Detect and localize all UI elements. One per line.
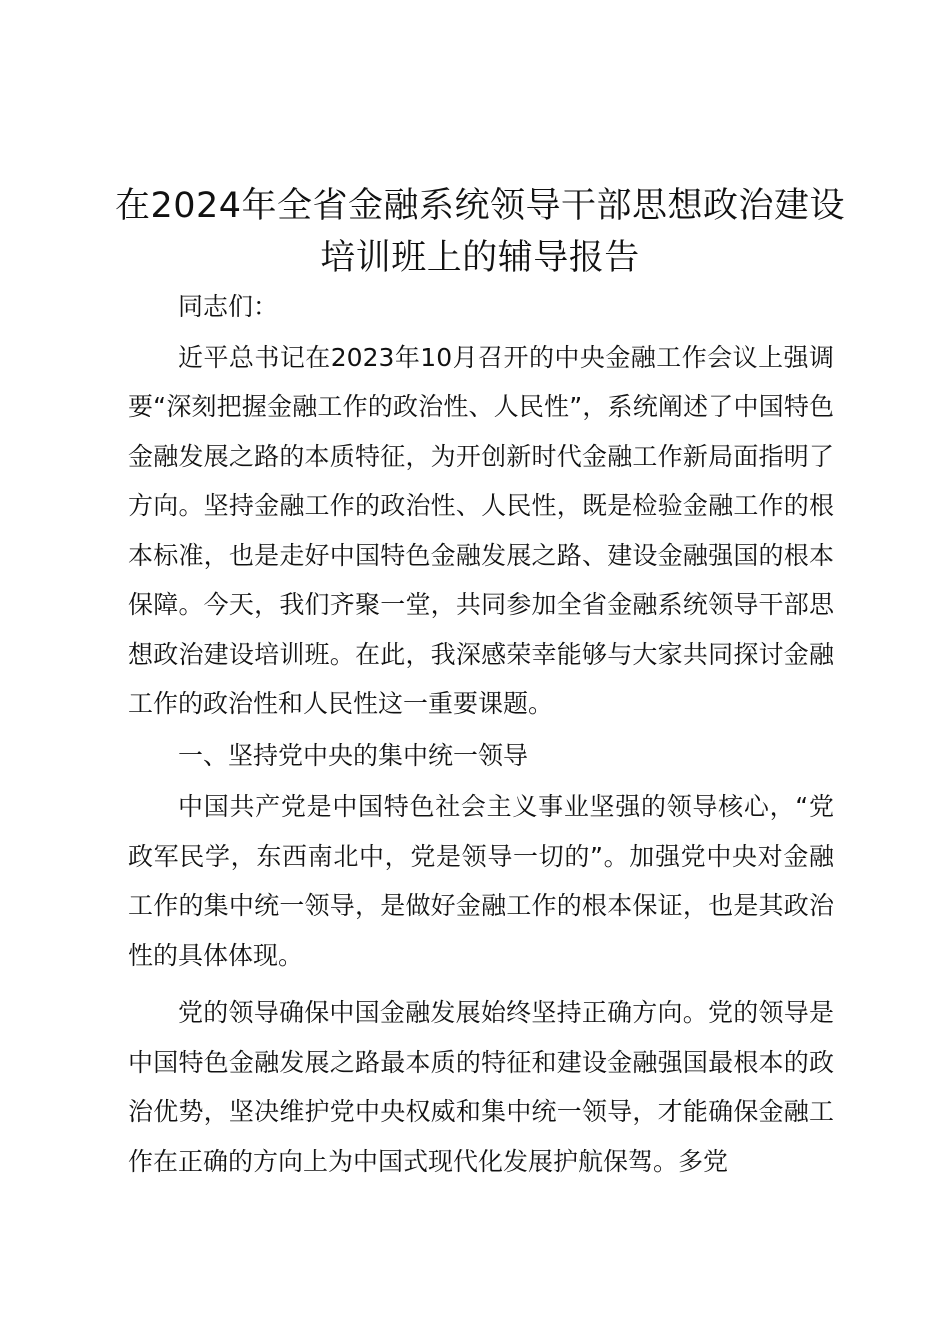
paragraph-correct-direction: 党的领导确保中国金融发展始终坚持正确方向。党的领导是中国特色金融发展之路最本质的特征和建设金融强国最根本的政治优势，坚决维护党中央权威和集中统一领导，才能确保金融工作在正确的方向上为中国式现代化发展护航保驾。多党 bbox=[128, 998, 834, 1176]
document-body bbox=[128, 282, 834, 1186]
paragraph-party-leadership: 中国共产党是中国特色社会主义事业坚强的领导核心，“党政军民学，东西南北中，党是领导一切的”。加强党中央对金融工作的集中统一领导，是做好金融工作的根本保证，也是其政治性的具体体现。 bbox=[128, 792, 834, 970]
greeting: 同志们： bbox=[178, 292, 279, 321]
section-heading-1: 一、坚持党中央的集中统一领导 bbox=[178, 740, 529, 770]
paragraph-intro: 近平总书记在2023年10月召开的中央金融工作会议上强调要“深刻把握金融工作的政治性、人民性”，系统阐述了中国特色金融发展之路的本质特征，为开创新时代金融工作新局面指明了方向。坚持金融工作的政治性、人民性，既是检验金融工作的根本标准，也是走好中国特色金融发展之路、建设金融强国的根本保障。今天，我们齐聚一堂，共同参加全省金融系统领导干部思想政治建设培训班。在此，我深感荣幸能够与大家共同探讨金融工作的政治性和人民性这一重要课题。 bbox=[128, 342, 834, 718]
document-title: 在2024年全省金融系统领导干部思想政治建设培训班上的辅导报告 bbox=[114, 186, 846, 278]
